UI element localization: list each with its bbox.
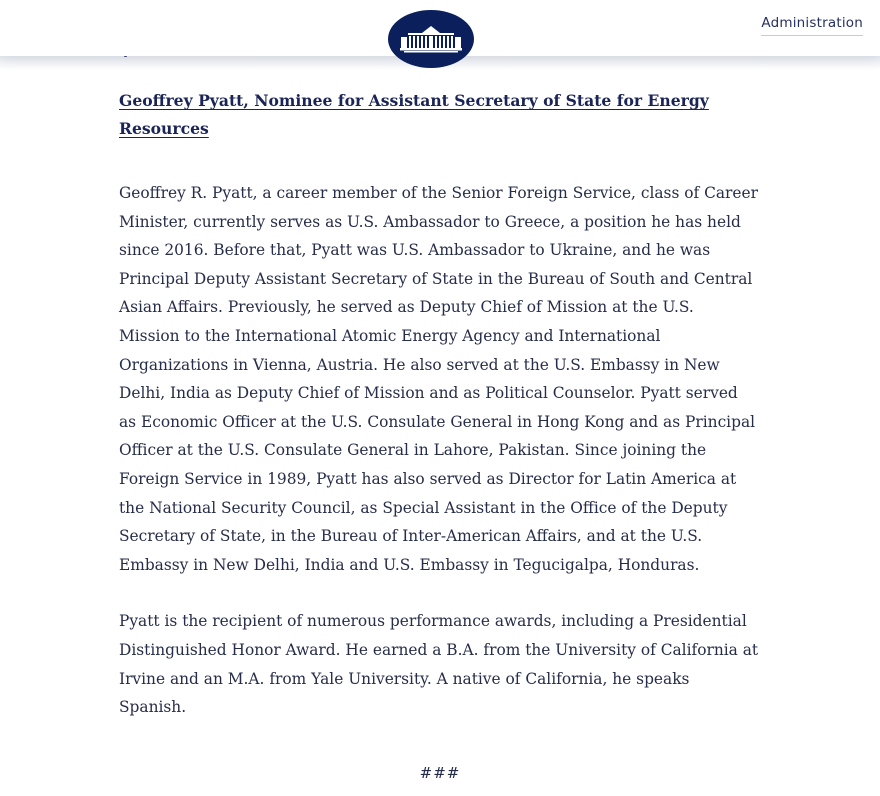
white-house-building-icon xyxy=(398,24,464,54)
bio-paragraph: Geoffrey R. Pyatt, a career member of the Senior Foreign Service, class of Career Minister, currently serves as U.S. Ambassador to Greece, a position he has held since 2016. Before that, Pyatt was U.S. Ambassador to Ukraine, and he was Principal Deputy Assistant Secretary of State in the Bureau of South and Central Asian Affairs. Previously, he served as Deputy Chief of Mission at the U.S. Mission to the International Atomic Energy Agency and International Organizations in Vienna, Austria. He also served at the U.S. Embassy in New Delhi, India as Deputy Chief of Mission and as Political Counselor. Pyatt served as Economic Officer at the U.S. Consulate General in Hong Kong and as Principal Officer at the U.S. Consulate General in Lahore, Pakistan. Since joining the Foreign Service in 1989, Pyatt has also served as Director for Latin America at the National Security Council, as Special Assistant in the Office of the Deputy Secretary of State, in the Bureau of Inter-American Affairs, and at the U.S. Embassy in New Delhi, India and U.S. Embassy in Tegucigalpa, Honduras. xyxy=(119,184,758,574)
white-house-seal-icon[interactable] xyxy=(388,10,474,68)
article-body xyxy=(119,87,759,722)
end-of-release-mark: ### xyxy=(419,764,461,782)
site-header xyxy=(0,0,880,56)
bio-paragraph: Pyatt is the recipient of numerous performance awards, including a Presidential Distinguished Honor Award. He earned a B.A. from the University of California at Irvine and an M.A. from Yale University. A native of California, he speaks Spanish. xyxy=(119,612,759,717)
administration-link[interactable]: Administration xyxy=(761,15,863,36)
nominee-title[interactable]: Geoffrey Pyatt, Nominee for Assistant Secretary of State for Energy Resources xyxy=(119,91,709,138)
